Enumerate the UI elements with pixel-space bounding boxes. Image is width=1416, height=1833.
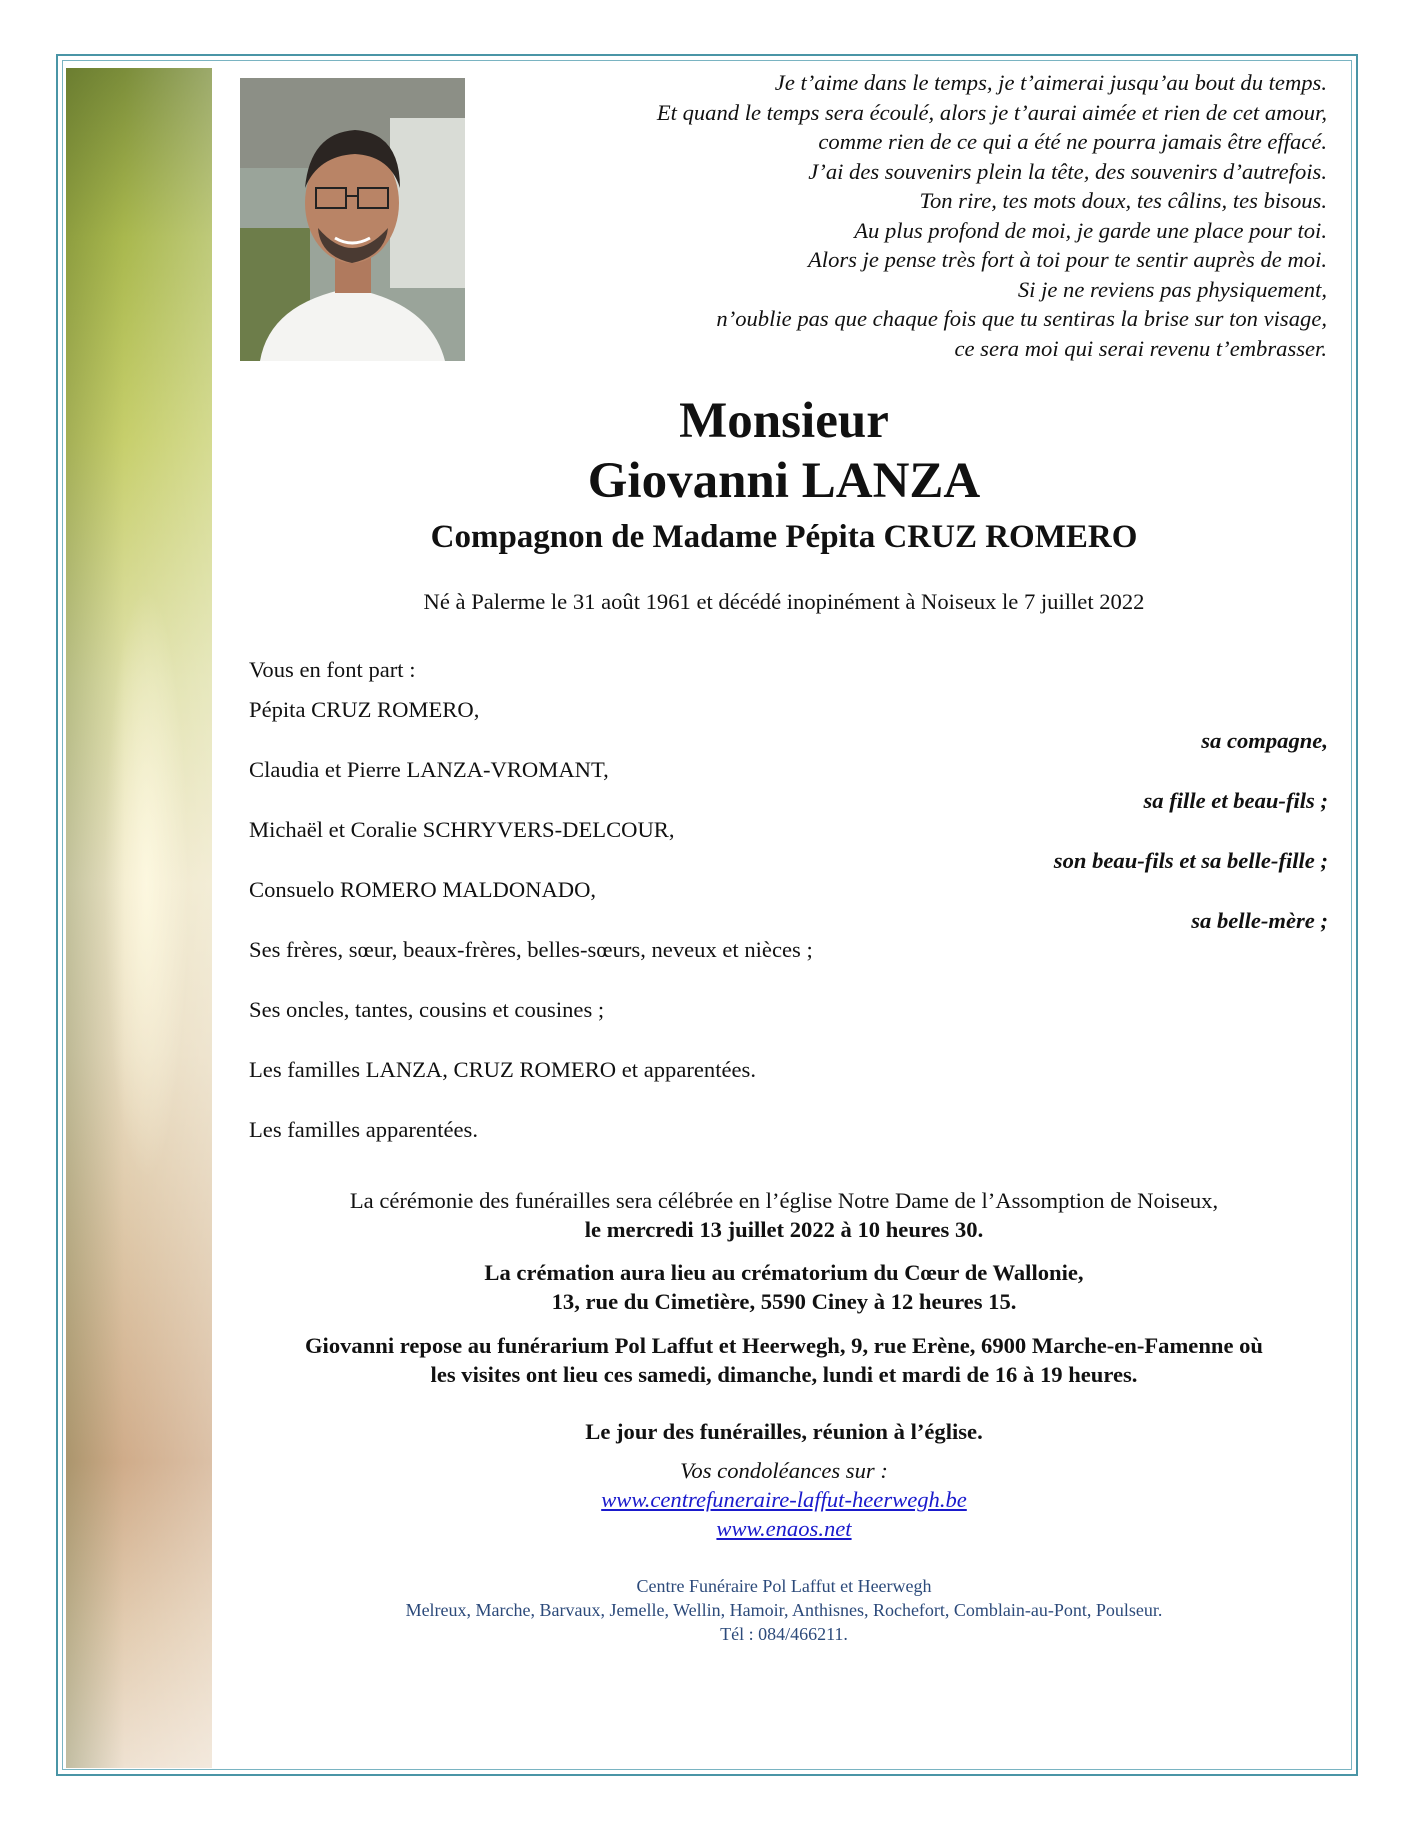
family-member-name: Claudia et Pierre LANZA-VROMANT, [249,757,609,782]
family-other: Les familles apparentées. [249,1117,478,1142]
poem-line: J’ai des souvenirs plein la tête, des souvenirs d’autrefois. [808,158,1327,184]
salutation: Monsieur [679,393,889,449]
poem-line: Si je ne reviens pas physiquement, [1017,276,1327,302]
ceremony-date: le mercredi 13 juillet 2022 à 10 heures 30. [584,1217,984,1242]
cremation-line-1: La crémation aura lieu au crématorium du Cœur de Wallonie, [484,1260,1084,1285]
footer-company: Centre Funéraire Pol Laffut et Heerwegh [636,1576,932,1596]
poem-line: Et quand le temps sera écoulé, alors je t’aurai aimée et rien de cet amour, [656,99,1327,125]
poem-line: n’oublie pas que chaque fois que tu sentiras la brise sur ton visage, [716,306,1327,331]
reunion-line: Le jour des funérailles, réunion à l’église. [585,1419,983,1444]
family-intro: Vous en font part : [249,657,416,682]
website-link-1[interactable]: www.centrefuneraire-laffut-heerwegh.be [601,1487,967,1512]
family-member-relation: sa belle-mère ; [1191,908,1328,933]
deceased-name: Giovanni LANZA [587,453,981,509]
poem-line: comme rien de ce qui a été ne pourra jamais être effacé. [818,129,1327,154]
poem-line: Je t’aime dans le temps, je t’aimerai jusqu’au bout du temps. [774,70,1327,95]
ceremony-church: La cérémonie des funérailles sera célébrée en l’église Notre Dame de l’Assomption de Noiseux, [349,1188,1219,1213]
poem [507,68,1327,363]
family-member-relation: sa fille et beau-fils ; [1143,788,1328,813]
family-member-name: Pépita CRUZ ROMERO, [249,697,480,722]
footer-phone: Tél : 084/466211. [720,1624,848,1644]
repose-line-2: les visites ont lieu ces samedi, dimanche, lundi et mardi de 16 à 19 heures. [430,1362,1138,1387]
birth-death-line: Né à Palerme le 31 août 1961 et décédé inopinément à Noiseux le 7 juillet 2022 [423,589,1145,614]
poem-line: Au plus profond de moi, je garde une place pour toi. [854,217,1327,243]
poem-line: ce sera moi qui serai revenu t’embrasser. [954,335,1327,361]
cremation-line-2: 13, rue du Cimetière, 5590 Ciney à 12 heures 15. [551,1289,1017,1314]
poem-line: Alors je pense très fort à toi pour te sentir auprès de moi. [808,247,1327,272]
repose-line-1: Giovanni repose au funérarium Pol Laffut et Heerwegh, 9, rue Erène, 6900 Marche-en-Famenne où [304,1333,1264,1358]
family-other: Les familles LANZA, CRUZ ROMERO et apparentées. [249,1057,756,1082]
subtitle: Compagnon de Madame Pépita CRUZ ROMERO [430,519,1138,555]
family-other: Ses oncles, tantes, cousins et cousines ; [249,997,605,1022]
family-other: Ses frères, sœur, beaux-frères, belles-sœurs, neveux et nièces ; [249,937,813,962]
family-member-relation: sa compagne, [1201,728,1328,753]
condolences-label: Vos condoléances sur : [680,1458,888,1483]
family-member-name: Michaël et Coralie SCHRYVERS-DELCOUR, [249,817,675,842]
footer-locations: Melreux, Marche, Barvaux, Jemelle, Wellin, Hamoir, Anthisnes, Rochefort, Comblain-au-Pont, Poulseur. [405,1600,1163,1620]
poem-line: Ton rire, tes mots doux, tes câlins, tes bisous. [919,188,1327,213]
website-link-2[interactable]: www.enaos.net [716,1516,852,1541]
family-member-name: Consuelo ROMERO MALDONADO, [249,877,597,902]
decorative-forest-strip [66,68,212,1768]
portrait-photo [240,78,465,361]
family-member-relation: son beau-fils et sa belle-fille ; [1053,848,1328,873]
